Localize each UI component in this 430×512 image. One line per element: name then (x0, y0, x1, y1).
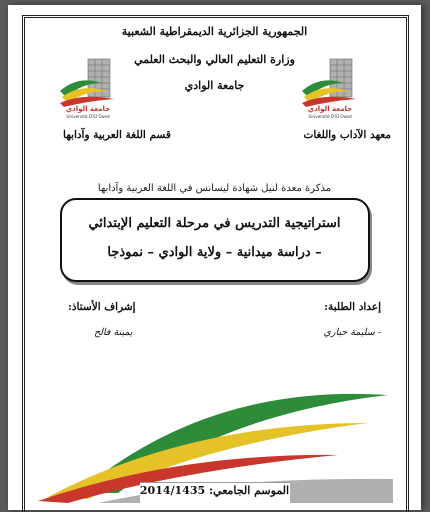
supervisor-name: يمينة فالح (94, 327, 133, 338)
department-name: قسم اللغة العربية وآدابها (63, 129, 171, 141)
student-name: - سليمة حياري (323, 327, 381, 338)
ministry-heading: وزارة التعليم العالي والبحث العلمي (134, 53, 295, 66)
logo-name-ar: جامعة الوادي (65, 105, 111, 113)
prepared-by-label: إعداد الطلبة: (324, 301, 381, 313)
logo-name-fr: Université D'El Oued (66, 114, 110, 119)
thesis-title-line1: استراتيجية التدريس في مرحلة التعليم الإبتدائي (88, 216, 341, 231)
thesis-title-line2: – دراسة ميدانية – ولاية الوادي – نموذجا (107, 245, 322, 260)
university-logo-left (58, 53, 118, 119)
university-heading: جامعة الوادي (184, 79, 245, 92)
institute-name: معهد الآداب واللغات (303, 129, 391, 141)
memo-subtitle: مذكرة معدة لنيل شهادة ليسانس في اللغة العربية وآدابها (97, 183, 332, 194)
title-box (60, 198, 370, 282)
academic-year: الموسم الجامعي: 2014/1435 (139, 484, 290, 497)
logo-name-ar: جامعة الوادي (307, 105, 353, 113)
republic-heading: الجمهورية الجزائرية الديمقراطية الشعبية (121, 25, 308, 38)
supervisor-label: إشراف الأستاذ: (68, 301, 136, 313)
logo-name-fr: Université D'El Oued (308, 114, 352, 119)
university-logo-right (300, 53, 360, 119)
document-page (8, 5, 421, 510)
